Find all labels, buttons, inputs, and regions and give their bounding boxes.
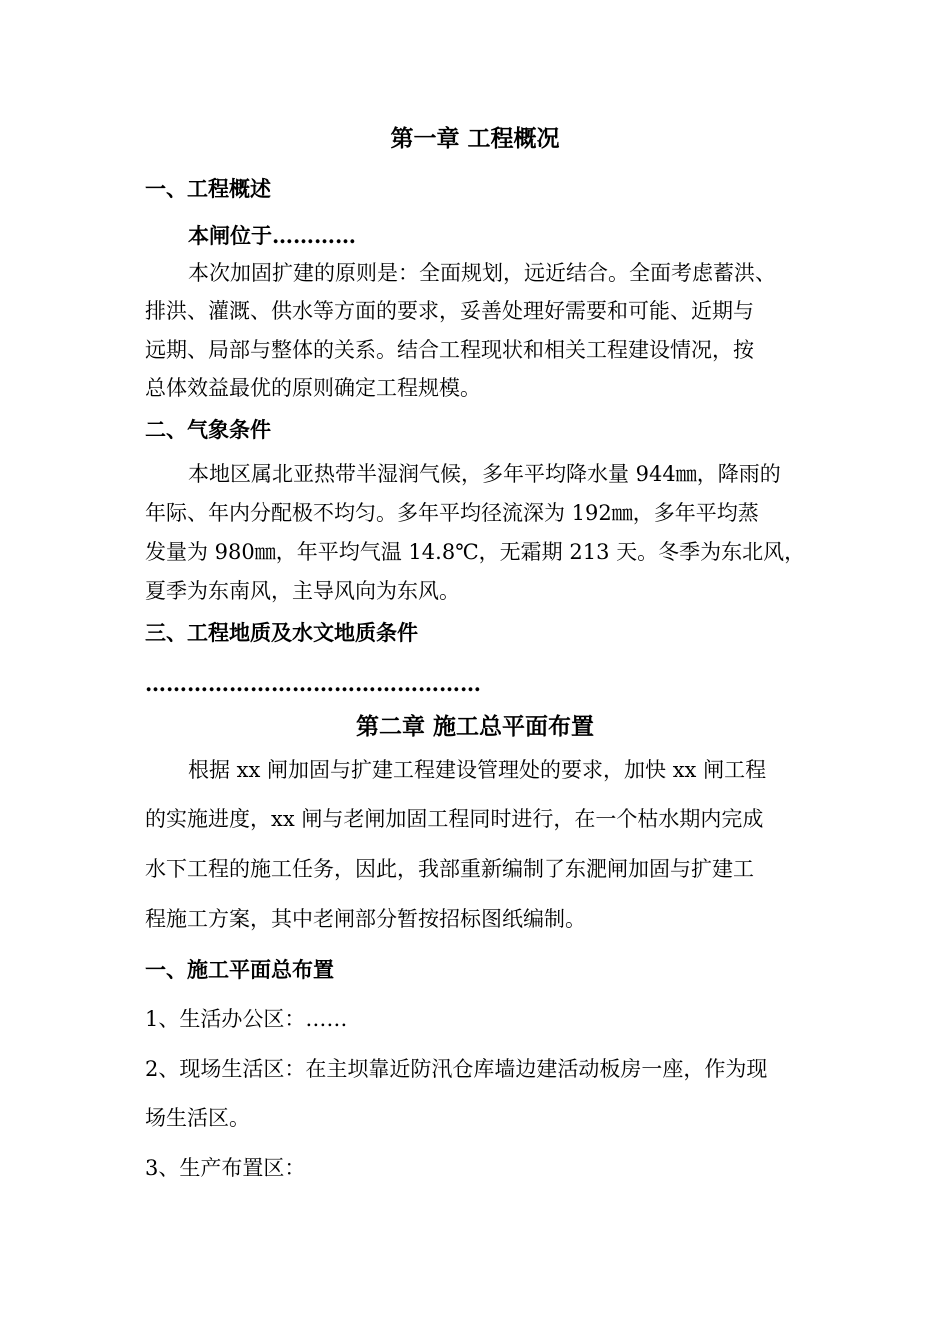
list-item-1: 1、生活办公区：…… bbox=[145, 1007, 348, 1031]
list-item-2: 2、现场生活区：在主坝靠近防汛仓库墙边建活动板房一座，作为现 bbox=[145, 1057, 768, 1081]
para3-line4: 程施工方案，其中老闸部分暂按招标图纸编制。 bbox=[145, 907, 586, 931]
section3-heading: 三、工程地质及水文地质条件 bbox=[145, 620, 418, 645]
section2-heading: 二、气象条件 bbox=[145, 417, 271, 442]
para2-line3: 发量为 980㎜，年平均气温 14.8℃，无霜期 213 天。冬季为东北风， bbox=[145, 540, 806, 564]
para3-line1: 根据 xx 闸加固与扩建工程建设管理处的要求，加快 xx 闸工程 bbox=[188, 758, 767, 782]
list-item-3: 3、生产布置区： bbox=[145, 1156, 306, 1180]
chapter2-title: 第二章 施工总平面布置 bbox=[355, 713, 594, 740]
section1-heading: 一、工程概述 bbox=[145, 176, 271, 201]
para1-line4: 总体效益最优的原则确定工程规模。 bbox=[145, 376, 481, 400]
list-item-2-cont: 场生活区。 bbox=[145, 1106, 250, 1130]
section3-ellipsis: ………………………………………… bbox=[145, 671, 481, 696]
para2-line1: 本地区属北亚热带半湿润气候，多年平均降水量 944㎜，降雨的 bbox=[188, 462, 781, 486]
para1-line1: 本次加固扩建的原则是：全面规划，远近结合。全面考虑蓄洪、 bbox=[188, 261, 776, 285]
para2-line2: 年际、年内分配极不均匀。多年平均径流深为 192㎜，多年平均蒸 bbox=[145, 501, 759, 525]
para3-line3: 水下工程的施工任务，因此，我部重新编制了东淝闸加固与扩建工 bbox=[145, 857, 754, 881]
para3-line2: 的实施进度，xx 闸与老闸加固工程同时进行，在一个枯水期内完成 bbox=[145, 807, 764, 831]
location-line: 本闸位于………… bbox=[188, 223, 356, 248]
para1-line3: 远期、局部与整体的关系。结合工程现状和相关工程建设情况，按 bbox=[145, 338, 754, 362]
chapter2-section1-heading: 一、施工平面总布置 bbox=[145, 957, 334, 982]
para1-line2: 排洪、灌溉、供水等方面的要求，妥善处理好需要和可能、近期与 bbox=[145, 299, 754, 323]
para2-line4: 夏季为东南风，主导风向为东风。 bbox=[145, 579, 460, 603]
chapter1-title: 第一章 工程概况 bbox=[390, 125, 560, 152]
